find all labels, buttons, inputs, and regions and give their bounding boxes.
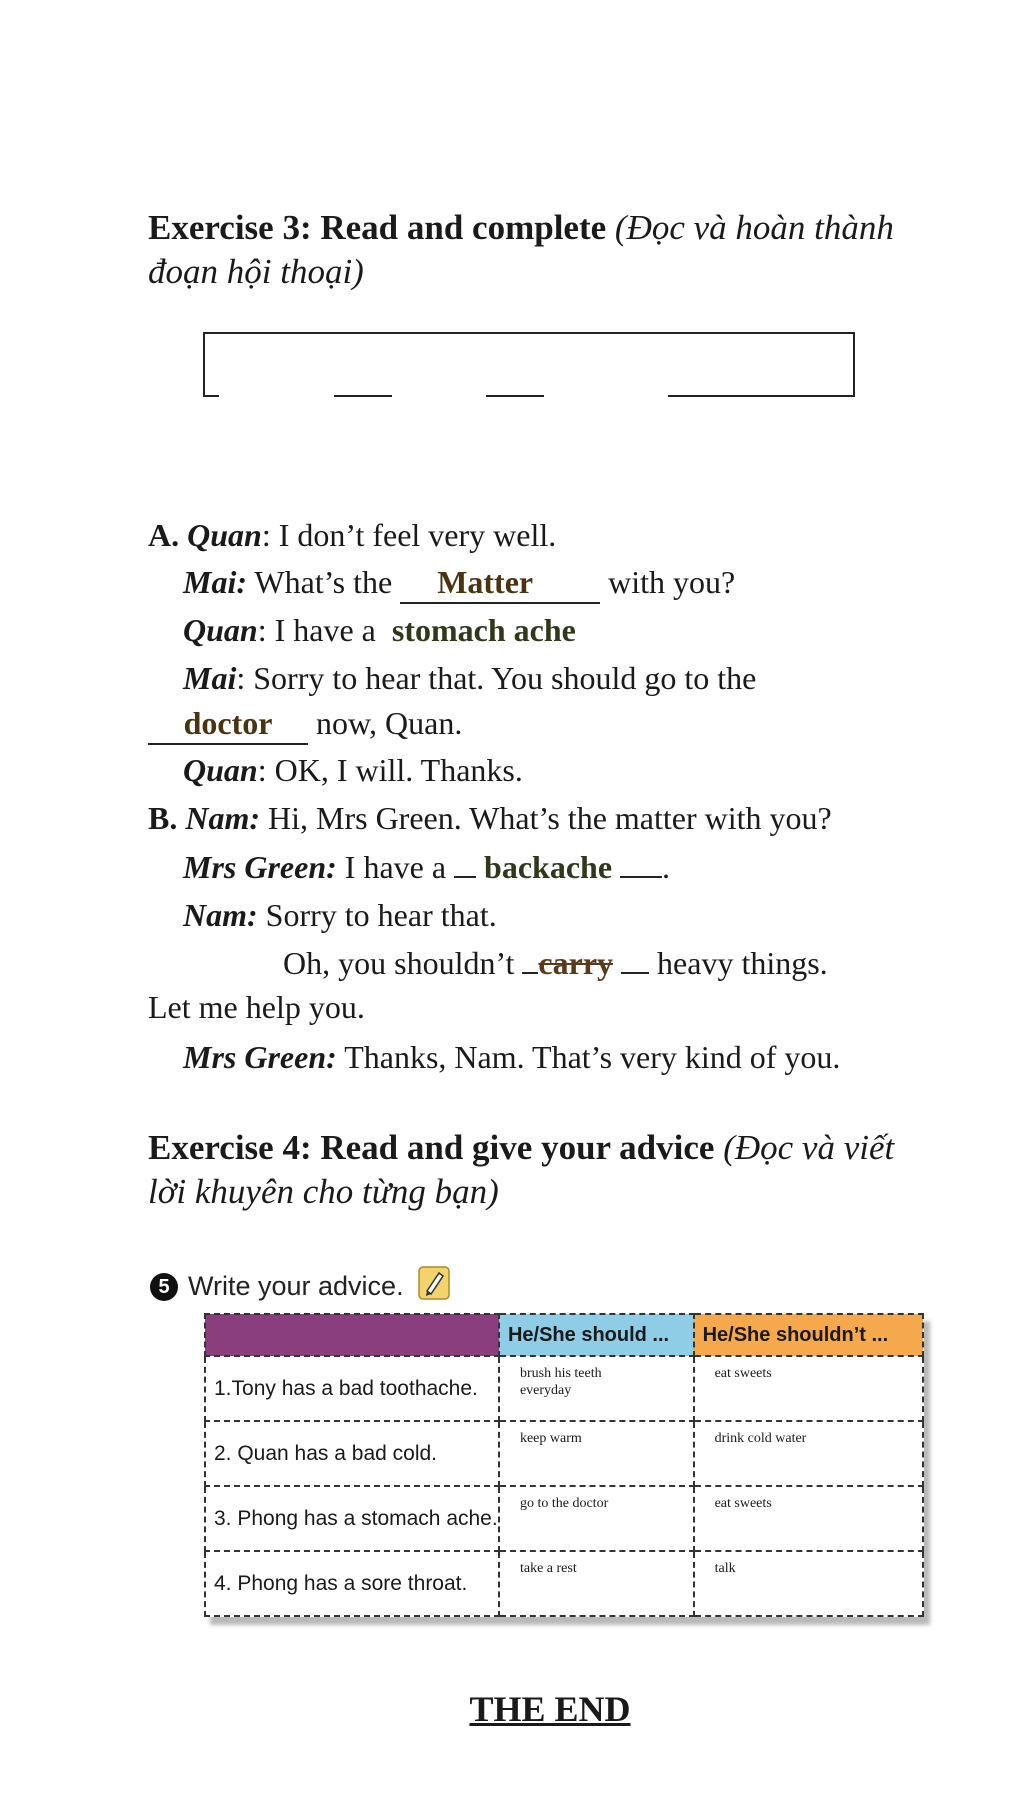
row-label: 3. Phong has a stomach ache. (205, 1486, 499, 1551)
dialogue-text: : OK, I will. Thanks. (257, 752, 523, 788)
should-text: brush his teeth (519, 1366, 602, 1381)
task-heading-text: Write your advice. (188, 1271, 404, 1301)
task-number: 5 (150, 1273, 178, 1301)
dialogue-text: heavy things. (657, 945, 828, 981)
dialogue-a-line-5 (148, 703, 462, 745)
answer-blank (522, 972, 538, 974)
dialogue-text: : I don’t feel very well. (261, 517, 557, 553)
dialogue-a-line-4 (183, 658, 756, 698)
exercise-4-title (148, 1126, 928, 1214)
dialogue-b-line-6 (183, 1037, 840, 1077)
the-end: THE END (469, 1689, 631, 1729)
task-5-heading (150, 1265, 451, 1308)
answer-blank (454, 876, 476, 878)
dialogue-b-line-4 (283, 943, 828, 983)
word-box-line (668, 395, 855, 397)
dialogue-a-line-3 (183, 610, 576, 650)
word-box (203, 332, 855, 396)
dialogue-a-line-2 (183, 562, 735, 604)
dialogue-a-line-1 (148, 515, 556, 555)
answer-text: doctor (183, 705, 273, 741)
speaker-name: Mrs Green: (183, 1039, 337, 1075)
row-label: 1.Tony has a bad toothache. (205, 1356, 499, 1421)
should-cell (499, 1356, 694, 1421)
shouldnt-cell: talk (694, 1551, 923, 1616)
speaker-name: Mai (183, 660, 237, 696)
answer-text: backache (484, 849, 613, 885)
exercise-4-title-italic: (Đọc và viết (723, 1128, 895, 1167)
word-box-line (334, 395, 392, 397)
exercise-3-title-bold: Exercise 3: Read and complete (148, 208, 607, 247)
dialogue-b-line-2: Mrs Green: I have a backache . (183, 849, 671, 885)
row-label: 2. Quan has a bad cold. (205, 1421, 499, 1486)
answer-blank (400, 562, 600, 604)
dialogue-text: I have a (344, 849, 447, 885)
speaker-name: Quan (183, 612, 258, 648)
header-blank-cell (205, 1314, 499, 1356)
dialogue-b-line-1 (148, 798, 832, 838)
speaker-name: Nam: (183, 897, 258, 933)
speaker-name: Nam: (185, 800, 260, 836)
table-row (205, 1356, 923, 1421)
advice-table (204, 1313, 924, 1617)
exercise-3-title-italic: (Đọc và hoàn thành (614, 208, 894, 247)
answer-blank (621, 972, 649, 974)
dialogue-text: Hi, Mrs Green. What’s the matter with you? (268, 800, 832, 836)
dialogue-b-line-3 (183, 895, 497, 935)
dialogue-b-label: B. (148, 800, 178, 836)
table-header-row (205, 1314, 923, 1356)
dialogue-text: Oh, you shouldn’t (283, 945, 515, 981)
exercise-3-title-italic-2: đoạn hội thoại) (148, 252, 364, 291)
should-cell: take a rest (499, 1551, 694, 1616)
shouldnt-cell: drink cold water (694, 1421, 923, 1486)
dialogue-text: Let me help you. (148, 989, 365, 1025)
answer-text: Matter (437, 564, 534, 600)
dialogue-text: : I have a (257, 612, 376, 648)
table-row (205, 1551, 923, 1616)
speaker-name: Quan (183, 752, 258, 788)
should-cell: keep warm (499, 1421, 694, 1486)
answer-text: stomach ache (391, 612, 576, 648)
answer-text: carry (538, 945, 614, 981)
exercise-3-title (148, 206, 928, 294)
word-box-line (203, 395, 219, 397)
pencil-icon (417, 1265, 451, 1308)
shouldnt-cell: eat sweets (694, 1486, 923, 1551)
speaker-name: Mai: (183, 564, 247, 600)
dialogue-text: now, Quan. (316, 705, 463, 741)
table-row (205, 1486, 923, 1551)
dialogue-text: What’s the (254, 564, 393, 600)
answer-blank (148, 703, 308, 745)
word-box-line (486, 395, 544, 397)
dialogue-b-line-5 (148, 987, 365, 1027)
speaker-name: Quan (187, 517, 262, 553)
table-row (205, 1421, 923, 1486)
row-label: 4. Phong has a sore throat. (205, 1551, 499, 1616)
header-should: He/She should ... (499, 1314, 694, 1356)
speaker-name: Mrs Green: (183, 849, 337, 885)
should-cell: go to the doctor (499, 1486, 694, 1551)
header-shouldnt: He/She shouldn’t ... (694, 1314, 923, 1356)
dialogue-a-label: A. (148, 517, 180, 553)
exercise-4-title-bold: Exercise 4: Read and give your advice (148, 1128, 715, 1167)
should-text: everyday (519, 1383, 572, 1398)
dialogue-text: with you? (608, 564, 736, 600)
dialogue-text: Thanks, Nam. That’s very kind of you. (344, 1039, 841, 1075)
shouldnt-cell: eat sweets (694, 1356, 923, 1421)
answer-blank (620, 876, 662, 878)
dialogue-text: Sorry to hear that. (265, 897, 497, 933)
dialogue-a-line-6 (183, 750, 523, 790)
exercise-4-title-italic-2: lời khuyên cho từng bạn) (148, 1172, 499, 1211)
dialogue-text: : Sorry to hear that. You should go to the (236, 660, 757, 696)
